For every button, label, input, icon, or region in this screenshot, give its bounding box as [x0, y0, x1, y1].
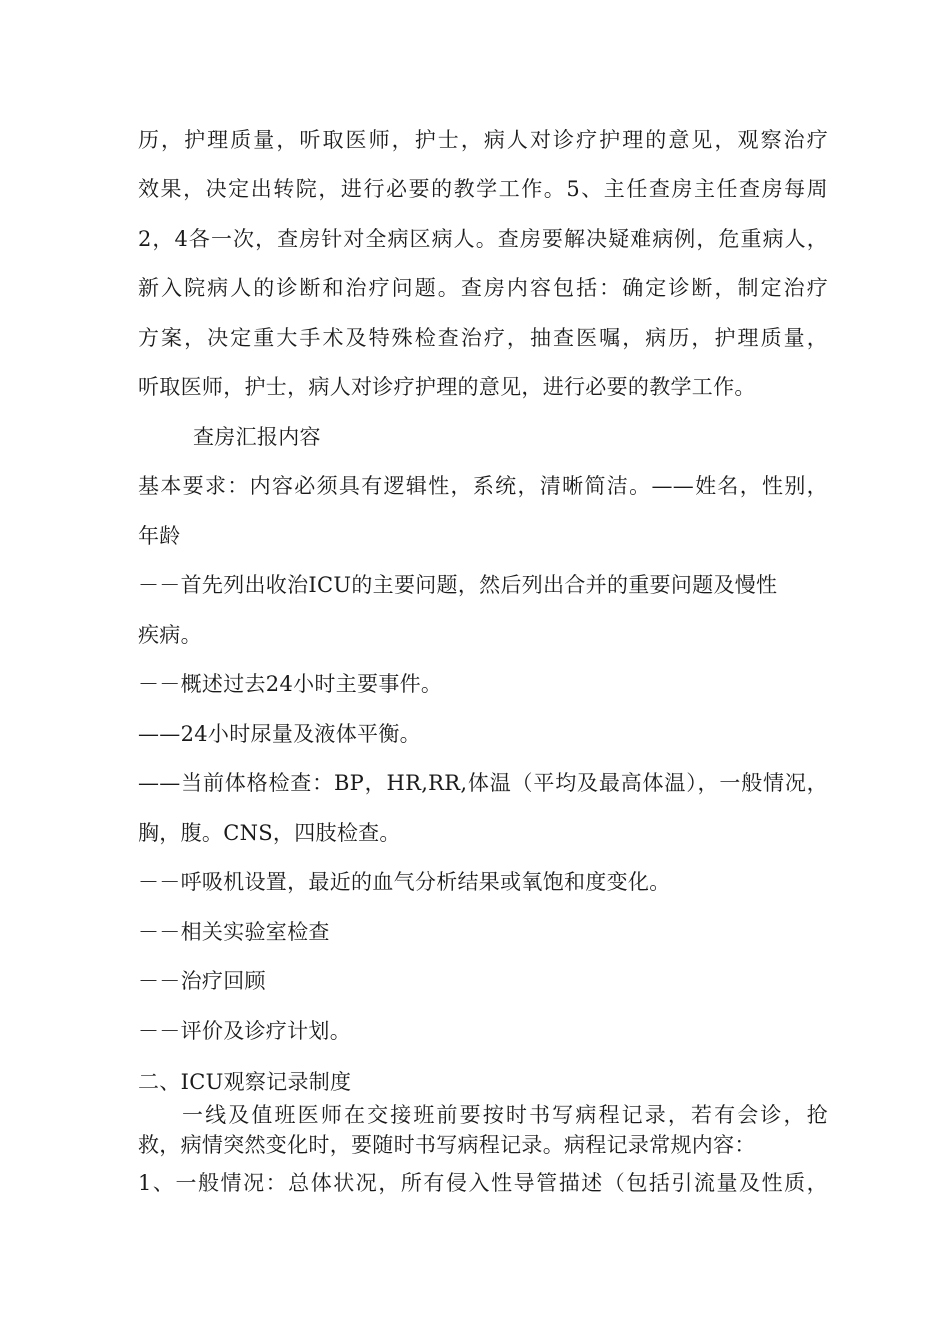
list-item: 胸，腹。CNS，四肢检查。 — [138, 821, 401, 845]
text-line: 基本要求：内容必须具有逻辑性，系统，清晰简洁。——姓名，性别， — [138, 474, 828, 498]
list-item: －－治疗回顾 — [138, 969, 266, 993]
list-item: 疾病。 — [138, 623, 202, 647]
text-line: 效果，决定出转院，进行必要的教学工作。5、主任查房主任查房每周 — [138, 177, 828, 201]
text-line: 历，护理质量，听取医师，护士，病人对诊疗护理的意见，观察治疗 — [138, 128, 828, 152]
list-item: －－首先列出收治ICU的主要问题，然后列出合并的重要问题及慢性 — [138, 573, 778, 597]
section-title: 二、ICU观察记录制度 — [138, 1070, 352, 1094]
section-heading: 查房汇报内容 — [193, 425, 321, 449]
list-item: －－相关实验室检查 — [138, 920, 330, 944]
list-item: －－评价及诊疗计划。 — [138, 1019, 351, 1043]
text-line: 年龄 — [138, 524, 181, 548]
text-line: 听取医师，护士，病人对诊疗护理的意见，进行必要的教学工作。 — [138, 375, 756, 399]
text-line: 一线及值班医师在交接班前要按时书写病程记录，若有会诊，抢 — [182, 1103, 828, 1127]
list-item: ——当前体格检查：BP，HR,RR,体温（平均及最高体温），一般情况， — [138, 771, 828, 795]
text-line: 2，4各一次，查房针对全病区病人。查房要解决疑难病例，危重病人， — [138, 227, 828, 251]
text-line: 新入院病人的诊断和治疗问题。查房内容包括：确定诊断，制定治疗 — [138, 276, 828, 300]
text-line: 1、一般情况：总体状况，所有侵入性导管描述（包括引流量及性质， — [138, 1171, 828, 1195]
list-item: －－呼吸机设置，最近的血气分析结果或氧饱和度变化。 — [138, 870, 671, 894]
text-line: 方案，决定重大手术及特殊检查治疗，抽查医嘱，病历，护理质量， — [138, 326, 828, 350]
list-item: ——24小时尿量及液体平衡。 — [138, 722, 421, 746]
list-item: －－概述过去24小时主要事件。 — [138, 672, 443, 696]
text-line: 救，病情突然变化时，要随时书写病程记录。病程记录常规内容： — [138, 1133, 756, 1157]
